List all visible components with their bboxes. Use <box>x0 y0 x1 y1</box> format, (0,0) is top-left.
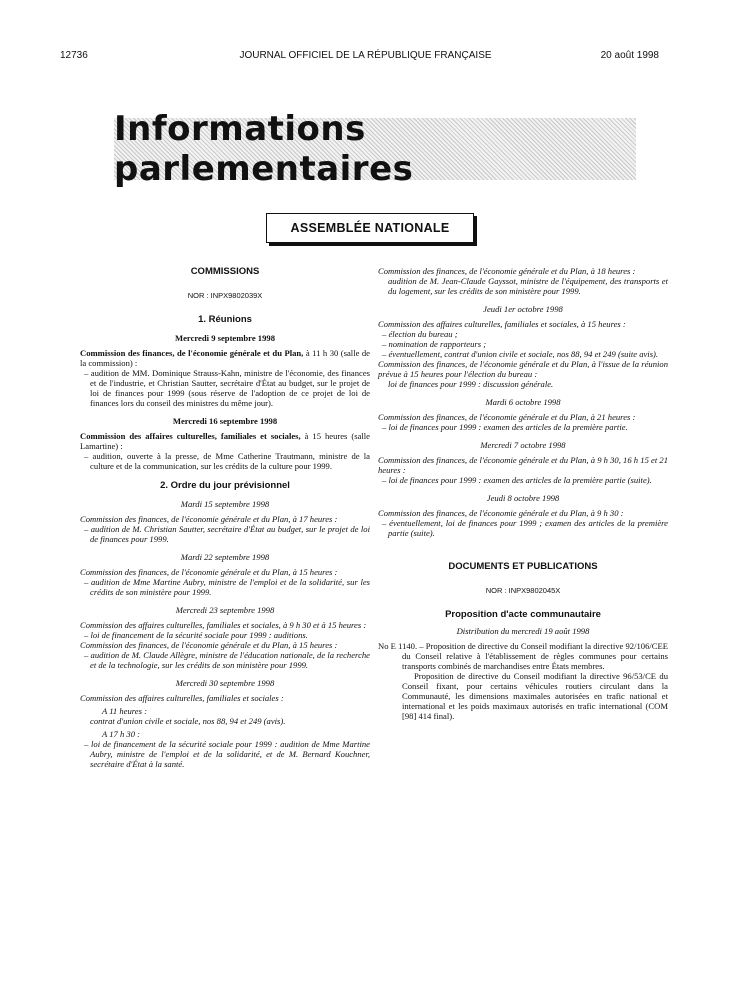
commission-entry: Commission des finances, de l'économie générale et du Plan, à l'issue de la réunion prévue à 15 heures pour l'élection du bureau : <box>378 359 668 379</box>
commission-name: Commission des affaires culturelles, familiales et sociales, <box>80 431 301 441</box>
agenda-item: – audition de M. Claude Allègre, ministre de l'éducation nationale, de la recherche et de la technologie, sur les crédits de son ministère pour 1999. <box>84 650 370 670</box>
agenda-item: – nomination de rapporteurs ; <box>382 339 487 349</box>
agenda-item: – élection du bureau ; <box>382 329 458 339</box>
section-reunions: 1. Réunions <box>198 314 252 325</box>
journal-title: JOURNAL OFFICIEL DE LA RÉPUBLIQUE FRANÇAISE <box>239 50 492 61</box>
agenda-item: – loi de finances pour 1999 : examen des articles de la première partie (suite). <box>382 475 652 485</box>
agenda-item: – éventuellement, contrat d'union civile et sociale, nos 88, 94 et 249 (suite avis). <box>382 349 659 359</box>
date-heading: Mercredi 9 septembre 1998 <box>175 333 275 343</box>
commission-entry: Commission des affaires culturelles, familiales et sociales : <box>80 693 284 703</box>
date-heading: Mercredi 16 septembre 1998 <box>172 416 278 426</box>
distribution-date: Distribution du mercredi 19 août 1998 <box>456 626 590 636</box>
agenda-item: – éventuellement, loi de finances pour 1999 ; examen des articles de la première partie (suite). <box>382 518 668 538</box>
section-ordre-du-jour: 2. Ordre du jour prévisionnel <box>160 480 290 491</box>
agenda-item: – audition, ouverte à la presse, de Mme Catherine Trautmann, ministre de la culture et de la communication, sur les crédits de la culture pour 1999. <box>84 451 370 471</box>
commission-name: Commission des finances, de l'économie générale et du Plan, <box>80 348 304 358</box>
nor-reference: NOR : INPX9802039X <box>187 291 263 300</box>
agenda-item: – loi de financement de la sécurité sociale pour 1999 : audition de Mme Martine Aubry, ministre de l'emploi et de la solidarité, et de M. Bernard Kouchner, secrétaire d'État à la santé. <box>84 739 370 769</box>
commissions-heading: COMMISSIONS <box>190 266 260 277</box>
agenda-item: – audition de MM. Dominique Strauss-Kahn, ministre de l'économie, des finances et de l'industrie, et Christian Sautter, secrétaire d'État au budget, sur le projet de loi de finances pour 1999 (sous réserve de l'adoption de ce projet de loi de finances lors du conseil des ministres du même jour). <box>84 368 370 408</box>
chamber-label: ASSEMBLÉE NATIONALE <box>290 221 450 235</box>
date-heading: Mardi 6 octobre 1998 <box>485 397 561 407</box>
agenda-item: – loi de finances pour 1999 : examen des articles de la première partie. <box>382 422 628 432</box>
proposal-heading: Proposition d'acte communautaire <box>445 609 601 620</box>
documents-heading: DOCUMENTS ET PUBLICATIONS <box>448 561 598 572</box>
commission-entry: Commission des finances, de l'économie générale et du Plan, à 15 heures : <box>80 567 338 577</box>
date-heading: Jeudi 1er octobre 1998 <box>483 304 563 314</box>
date-heading: Mercredi 23 septembre 1998 <box>175 605 275 615</box>
commission-entry: Commission des finances, de l'économie générale et du Plan, à 21 heures : <box>378 412 636 422</box>
agenda-item: – audition de M. Christian Sautter, secrétaire d'État au budget, sur le projet de loi de finances pour 1999. <box>84 524 370 544</box>
commission-entry <box>80 348 370 368</box>
commission-entry: Commission des finances, de l'économie générale et du Plan, à 15 heures : <box>80 640 338 650</box>
date-heading: Jeudi 8 octobre 1998 <box>486 493 560 503</box>
commission-entry: Commission des finances, de l'économie générale et du Plan, à 17 heures : <box>80 514 338 524</box>
agenda-item: – audition de Mme Martine Aubry, ministre de l'emploi et de la solidarité, sur les crédits de son ministère pour 1999. <box>84 577 370 597</box>
page-number: 12736 <box>60 50 88 61</box>
agenda-item: audition de M. Jean-Claude Gayssot, ministre de l'équipement, des transports et du logement, sur les crédits de son ministère pour 1999. <box>388 276 668 296</box>
date-heading: Mardi 22 septembre 1998 <box>180 552 270 562</box>
commission-time: à 15 heures (salle Lamartine) : <box>80 431 370 451</box>
commission-entry: Commission des finances, de l'économie générale et du Plan, à 18 heures : <box>378 266 636 276</box>
commission-entry: Commission des affaires culturelles, familiales et sociales, à 15 heures : <box>378 319 626 329</box>
document-entry: Proposition de directive du Conseil modifiant la directive 96/53/CE du Conseil fixant, pour certains véhicules routiers circulant dans la Communauté, les dimensions maximales autorisées en trafic national et international et les poids maximaux autorisés en trafic international (COM [98] 414 final). <box>402 671 668 721</box>
date-heading: Mercredi 30 septembre 1998 <box>175 678 275 688</box>
right-column <box>378 266 668 721</box>
date-heading: Mardi 15 septembre 1998 <box>180 499 270 509</box>
agenda-item: loi de finances pour 1999 : discussion générale. <box>388 379 554 389</box>
issue-date: 20 août 1998 <box>600 50 659 61</box>
agenda-item: contrat d'union civile et sociale, nos 88, 94 et 249 (avis). <box>90 716 286 726</box>
commission-entry: Commission des affaires culturelles, familiales et sociales, à 9 h 30 et à 15 heures : <box>80 620 367 630</box>
section-banner <box>114 109 636 189</box>
nor-reference: NOR : INPX9802045X <box>485 586 561 595</box>
left-column <box>80 263 370 769</box>
document-entry: No E 1140. – Proposition de directive du Conseil modifiant la directive 92/106/CEE du Conseil relative à l'établissement de règles communes pour certains transports combinés de marchandises entre États membres. <box>378 641 668 671</box>
date-heading: Mercredi 7 octobre 1998 <box>480 440 566 450</box>
commission-time: à 11 h 30 (salle de la commission) : <box>80 348 370 368</box>
commission-entry: Commission des finances, de l'économie générale et du Plan, à 9 h 30, 16 h 15 et 21 heures : <box>378 455 668 475</box>
commission-entry: Commission des finances, de l'économie générale et du Plan, à 9 h 30 : <box>378 508 624 518</box>
chamber-box <box>266 213 474 243</box>
time-slot: A 17 h 30 : <box>102 729 141 739</box>
time-slot: A 11 heures : <box>102 706 147 716</box>
commission-entry <box>80 431 370 451</box>
banner-title: Informations parlementaires <box>114 109 414 189</box>
agenda-item: – loi de financement de la sécurité sociale pour 1999 : auditions. <box>84 630 308 640</box>
